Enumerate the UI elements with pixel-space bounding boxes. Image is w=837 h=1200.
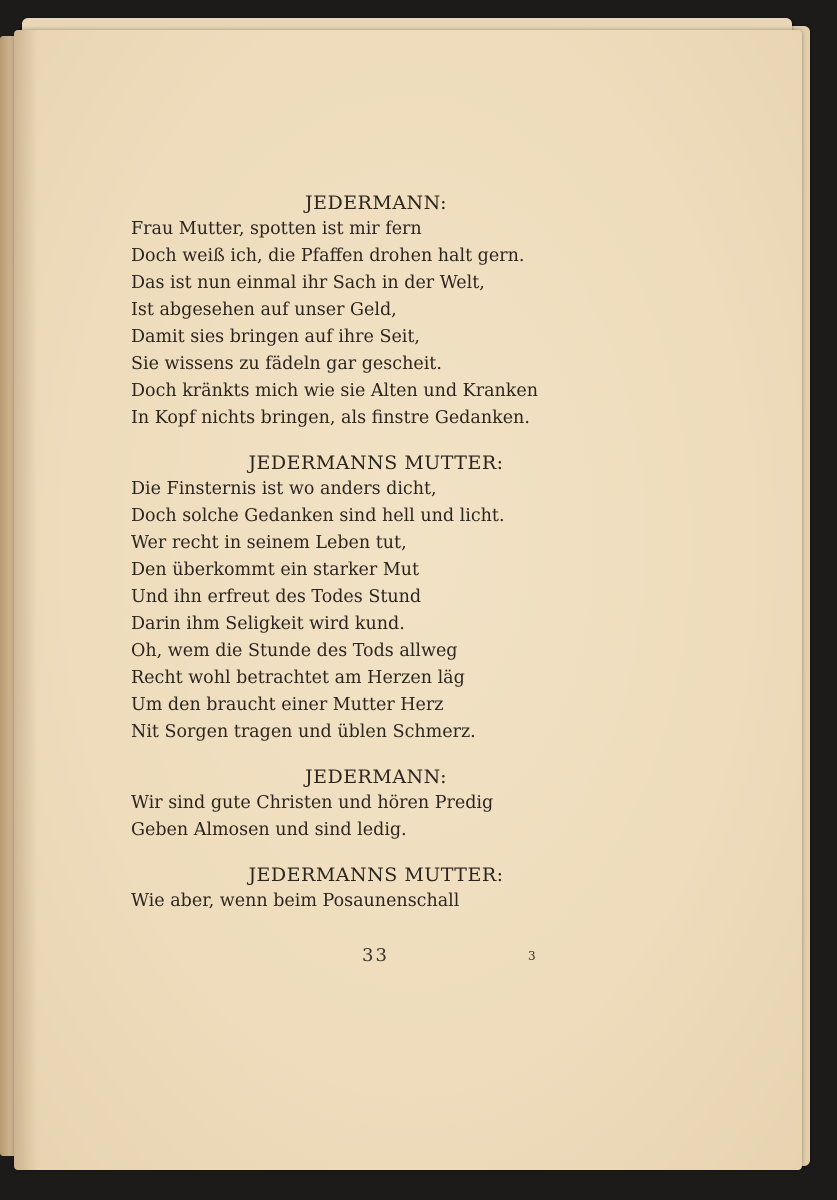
verse-line: Um den braucht einer Mutter Herz: [131, 695, 444, 715]
verse-line: Wir sind gute Christen und hören Predig: [131, 793, 494, 813]
speaker-heading: JEDERMANN:: [304, 766, 448, 788]
dialogue-section: [131, 862, 691, 915]
speaker-heading: JEDERMANNS MUTTER:: [248, 864, 504, 886]
dialogue-section: [131, 764, 691, 844]
speaker-heading: JEDERMANN:: [304, 192, 448, 214]
verse-line: Doch weiß ich, die Pfaffen drohen halt gern.: [131, 246, 525, 266]
verse-line: Das ist nun einmal ihr Sach in der Welt,: [131, 273, 485, 293]
verse-line: Wer recht in seinem Leben tut,: [131, 533, 407, 553]
book-page: [14, 30, 802, 1170]
verse-line: Darin ihm Seligkeit wird kund.: [131, 614, 405, 634]
page-gutter-shadow: [14, 30, 38, 1170]
dialogue-section: [131, 450, 691, 746]
verse-line: Doch kränkts mich wie sie Alten und Kranken: [131, 381, 539, 401]
page-number: 33: [362, 945, 389, 966]
verse-line: Die Finsternis ist wo anders dicht,: [131, 479, 437, 499]
verse-line: Und ihn erfreut des Todes Stund: [131, 587, 422, 607]
section-gap: [131, 844, 691, 862]
verse-line: Sie wissens zu fädeln gar gescheit.: [131, 354, 442, 374]
play-text: [131, 190, 691, 915]
section-gap: [131, 746, 691, 764]
verse-line: Den überkommt ein starker Mut: [131, 560, 420, 580]
verse-line: Damit sies bringen auf ihre Seit,: [131, 327, 420, 347]
verse-line: Nit Sorgen tragen und üblen Schmerz.: [131, 722, 476, 742]
verse-line: Doch solche Gedanken sind hell und licht.: [131, 506, 505, 526]
dialogue-section: [131, 190, 691, 432]
speaker-heading: JEDERMANNS MUTTER:: [248, 452, 504, 474]
verse-line: Geben Almosen und sind ledig.: [131, 820, 407, 840]
verse-line: Ist abgesehen auf unser Geld,: [131, 300, 397, 320]
verse-line: Frau Mutter, spotten ist mir fern: [131, 219, 422, 239]
signature-mark: 3: [528, 949, 536, 963]
verse-line: In Kopf nichts bringen, als finstre Gedanken.: [131, 408, 530, 428]
section-gap: [131, 432, 691, 450]
verse-line: Wie aber, wenn beim Posaunenschall: [131, 891, 460, 911]
verse-line: Oh, wem die Stunde des Tods allweg: [131, 641, 458, 661]
verse-line: Recht wohl betrachtet am Herzen läg: [131, 668, 465, 688]
